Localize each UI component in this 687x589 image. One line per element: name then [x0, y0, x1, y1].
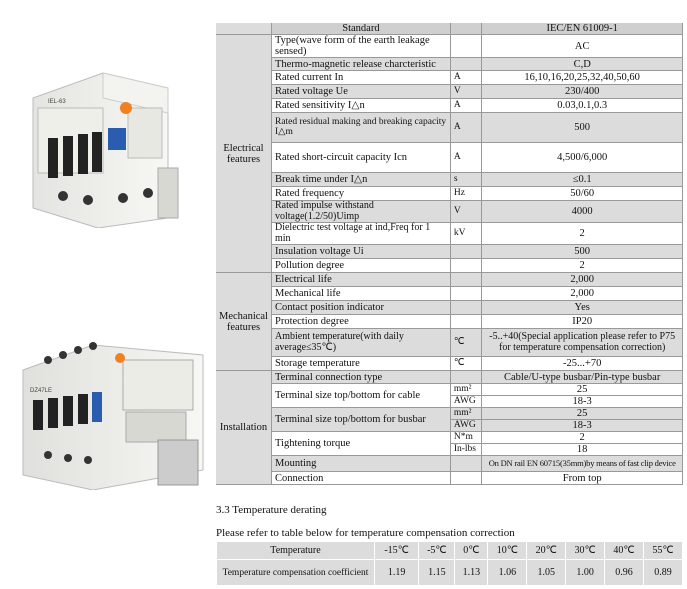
product-photo-rcbo-top — [8, 28, 208, 228]
spec-unit: A — [450, 113, 482, 143]
spec-item: Rated residual making and breaking capacity I△m — [271, 113, 450, 143]
category-mechanical: Mechanical features — [216, 273, 271, 371]
spec-unit — [450, 287, 482, 301]
spec-unit: mm² — [450, 408, 482, 420]
spec-item: Ambient temperature(with daily average≤35℃) — [271, 329, 450, 357]
spec-value: 4,500/6,000 — [482, 143, 683, 173]
photo-label: DZ47LE — [30, 388, 53, 394]
spec-item: Pollution degree — [271, 259, 450, 273]
category-electrical: Electrical features — [216, 35, 271, 273]
spec-value: Yes — [482, 301, 683, 315]
spec-item: Storage temperature — [271, 357, 450, 371]
coefficient-cell: 0.89 — [644, 560, 683, 586]
temperature-header-row — [217, 542, 683, 560]
spec-unit: N*m — [450, 432, 482, 444]
spec-value: From top — [482, 472, 683, 485]
photo-label: IEL-63 — [48, 99, 66, 105]
spec-value: -25...+70 — [482, 357, 683, 371]
coefficient-cell: 1.06 — [488, 560, 527, 586]
spec-item: Connection — [271, 472, 450, 485]
spec-value: -5..+40(Special application please refer to P75 for temperature compensation correction) — [482, 329, 683, 357]
spec-value: 2 — [482, 432, 683, 444]
spec-value: IP20 — [482, 315, 683, 329]
coefficient-row — [217, 560, 683, 586]
spec-value: 2,000 — [482, 273, 683, 287]
coefficient-cell: 0.96 — [605, 560, 644, 586]
spec-item: Tightening torque — [271, 432, 450, 456]
spec-unit — [450, 259, 482, 273]
spec-header-value: IEC/EN 61009-1 — [482, 23, 683, 35]
spec-unit: ℃ — [450, 329, 482, 357]
spec-value: ≤0.1 — [482, 173, 683, 187]
spec-unit: A — [450, 71, 482, 85]
temperature-cell: -15℃ — [375, 542, 419, 560]
spec-value: 500 — [482, 245, 683, 259]
spec-unit — [450, 315, 482, 329]
spec-header-row — [216, 23, 683, 35]
spec-unit: s — [450, 173, 482, 187]
spec-unit: AWG — [450, 420, 482, 432]
spec-item: Mechanical life — [271, 287, 450, 301]
spec-item: Contact position indicator — [271, 301, 450, 315]
spec-item: Rated short-circuit capacity Icn — [271, 143, 450, 173]
spec-item: Terminal size top/bottom for busbar — [271, 408, 450, 432]
spec-item: Mounting — [271, 456, 450, 472]
spec-value: AC — [482, 35, 683, 58]
spec-value: 4000 — [482, 201, 683, 223]
spec-item: Thermo-magnetic release charcteristic — [271, 58, 450, 71]
spec-value: 500 — [482, 113, 683, 143]
spec-unit: In-lbs — [450, 444, 482, 456]
spec-item: Rated impulse withstand voltage(1.2/50)Uimp — [271, 201, 450, 223]
spec-item: Insulation voltage Ui — [271, 245, 450, 259]
product-photo-rcbo-bottom — [8, 330, 208, 490]
spec-unit — [450, 35, 482, 58]
coefficient-cell: 1.05 — [527, 560, 566, 586]
spec-unit: A — [450, 99, 482, 113]
spec-header-item: Standard — [271, 23, 450, 35]
spec-item: Rated current In — [271, 71, 450, 85]
spec-item: Terminal size top/bottom for cable — [271, 384, 450, 408]
section-note: Please refer to table below for temperature compensation correction — [216, 527, 515, 539]
spec-value: 16,10,16,20,25,32,40,50,60 — [482, 71, 683, 85]
coefficient-cell: 1.19 — [375, 560, 419, 586]
spec-value: 18-3 — [482, 396, 683, 408]
spec-item: Rated frequency — [271, 187, 450, 201]
spec-value: 50/60 — [482, 187, 683, 201]
spec-item: Type(wave form of the earth leakage sensed) — [271, 35, 450, 58]
spec-value: 18-3 — [482, 420, 683, 432]
spec-unit: kV — [450, 223, 482, 245]
spec-value: 2 — [482, 259, 683, 273]
spec-value: 25 — [482, 384, 683, 396]
spec-unit: ℃ — [450, 357, 482, 371]
spec-item: Dielectric test voltage at ind,Freq for 1 min — [271, 223, 450, 245]
specification-table — [216, 23, 683, 485]
spec-value: 0.03,0.1,0.3 — [482, 99, 683, 113]
spec-value: 2 — [482, 223, 683, 245]
spec-unit — [450, 456, 482, 472]
spec-value: C,D — [482, 58, 683, 71]
spec-unit — [450, 58, 482, 71]
spec-item: Rated voltage Ue — [271, 85, 450, 99]
spec-item: Protection degree — [271, 315, 450, 329]
spec-unit: V — [450, 201, 482, 223]
coefficient-cell: 1.00 — [566, 560, 605, 586]
coefficient-label: Temperature compensation coefficient — [217, 560, 375, 586]
spec-value: 2,000 — [482, 287, 683, 301]
temperature-cell: 0℃ — [455, 542, 488, 560]
temperature-cell: 20℃ — [527, 542, 566, 560]
category-installation: Installation — [216, 371, 271, 485]
spec-value: 25 — [482, 408, 683, 420]
temperature-label: Temperature — [217, 542, 375, 560]
spec-value: 230/400 — [482, 85, 683, 99]
spec-item: Terminal connection type — [271, 371, 450, 384]
spec-value: 18 — [482, 444, 683, 456]
spec-unit: AWG — [450, 396, 482, 408]
spec-value: On DN rail EN 60715(35mm)by means of fast clip device — [482, 456, 683, 472]
spec-unit — [450, 301, 482, 315]
spec-unit — [450, 273, 482, 287]
temperature-derating-table — [216, 541, 683, 586]
spec-unit — [450, 472, 482, 485]
temperature-cell: -5℃ — [419, 542, 455, 560]
spec-unit — [450, 245, 482, 259]
spec-unit — [450, 371, 482, 384]
spec-value: Cable/U-type busbar/Pin-type busbar — [482, 371, 683, 384]
temperature-cell: 30℃ — [566, 542, 605, 560]
temperature-cell: 55℃ — [644, 542, 683, 560]
spec-unit: V — [450, 85, 482, 99]
section-title: 3.3 Temperature derating — [216, 504, 327, 516]
spec-unit: Hz — [450, 187, 482, 201]
coefficient-cell: 1.13 — [455, 560, 488, 586]
spec-unit: mm² — [450, 384, 482, 396]
spec-unit: A — [450, 143, 482, 173]
temperature-cell: 40℃ — [605, 542, 644, 560]
temperature-cell: 10℃ — [488, 542, 527, 560]
spec-item: Break time under I△n — [271, 173, 450, 187]
spec-item: Electrical life — [271, 273, 450, 287]
coefficient-cell: 1.15 — [419, 560, 455, 586]
spec-item: Rated sensitivity I△n — [271, 99, 450, 113]
